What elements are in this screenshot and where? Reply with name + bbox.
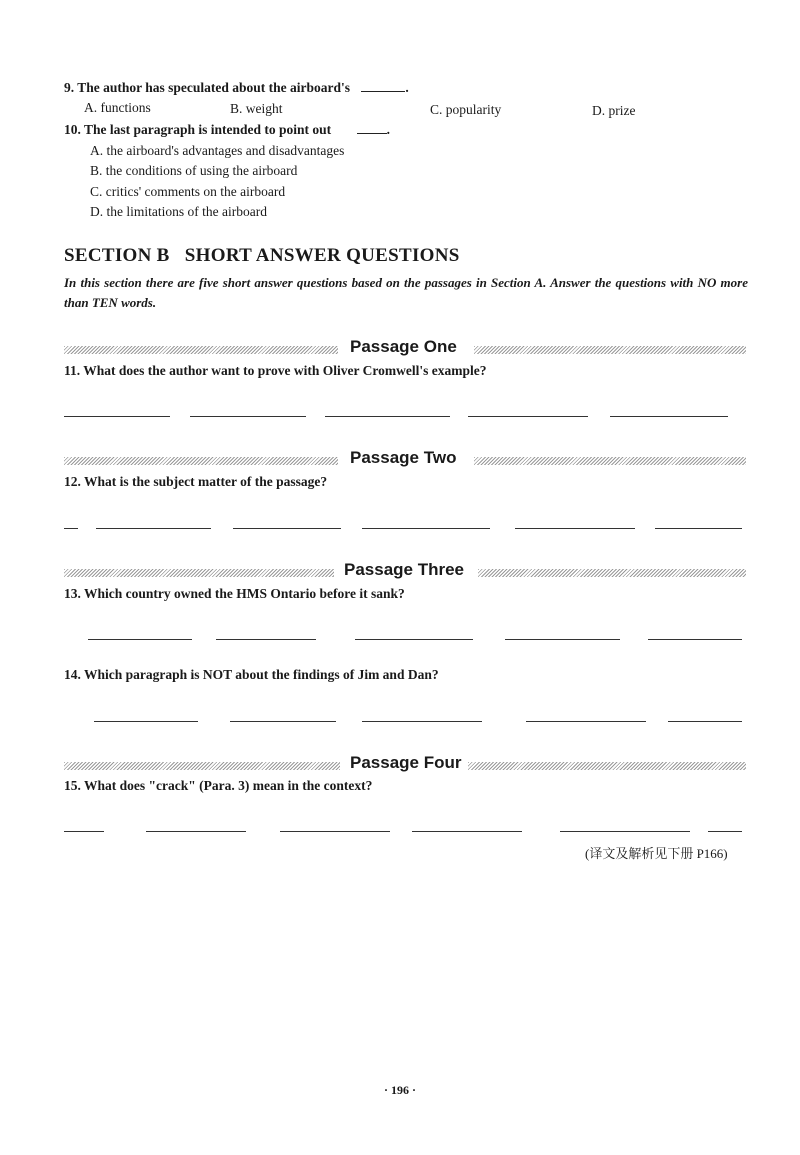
question-11: 11. What does the author want to prove with Oliver Cromwell's example? <box>64 363 487 378</box>
answer-line <box>655 528 742 529</box>
q9-option-d: D. prize <box>592 103 636 118</box>
hatch-divider <box>64 762 340 770</box>
section-b-title: SECTION B SHORT ANSWER QUESTIONS <box>64 245 460 266</box>
answer-line <box>468 416 588 417</box>
hatch-divider <box>474 457 746 465</box>
question-13: 13. Which country owned the HMS Ontario before it sank? <box>64 586 405 601</box>
q10-option-b: B. the conditions of using the airboard <box>90 163 298 178</box>
answer-line <box>668 721 742 722</box>
answer-line <box>355 639 473 640</box>
answer-line <box>362 528 490 529</box>
q10-option-c: C. critics' comments on the airboard <box>90 184 286 199</box>
q9-option-b: B. weight <box>230 101 283 116</box>
passage-title: Passage Three <box>344 560 465 579</box>
q10-option-d: D. the limitations of the airboard <box>90 204 267 219</box>
answer-line <box>146 831 246 832</box>
question-9-text: 9. The author has speculated about the airboard's <box>64 80 351 95</box>
answer-line <box>190 416 306 417</box>
answer-line <box>64 528 78 529</box>
answer-blank <box>361 91 405 92</box>
passage-four-header <box>64 753 746 777</box>
question-9: 9. The author has speculated about the airboard's . <box>64 80 409 95</box>
answer-line <box>526 721 646 722</box>
answer-line <box>648 639 742 640</box>
passage-one-header <box>64 337 746 361</box>
answer-line <box>362 721 482 722</box>
answer-line <box>280 831 390 832</box>
passage-two-header <box>64 448 746 472</box>
passage-three-header <box>64 560 746 584</box>
hatch-divider <box>64 457 338 465</box>
question-15: 15. What does "crack" (Para. 3) mean in the context? <box>64 778 373 793</box>
hatch-divider <box>64 569 334 577</box>
answer-line <box>325 416 450 417</box>
answer-reference-note: (译文及解析见下册 P166) <box>585 846 728 861</box>
answer-line <box>94 721 198 722</box>
q9-option-a: A. functions <box>84 100 151 115</box>
answer-line <box>412 831 522 832</box>
answer-line <box>216 639 316 640</box>
answer-blank <box>357 133 387 134</box>
answer-line <box>88 639 192 640</box>
question-10-text: 10. The last paragraph is intended to point out <box>64 122 332 137</box>
hatch-divider <box>64 346 338 354</box>
q10-option-a: A. the airboard's advantages and disadvantages <box>90 143 345 158</box>
passage-title: Passage One <box>350 337 457 356</box>
q9-option-c: C. popularity <box>430 102 502 117</box>
answer-line <box>515 528 635 529</box>
passage-title: Passage Four <box>350 753 462 772</box>
answer-line <box>64 831 104 832</box>
answer-line <box>64 416 170 417</box>
hatch-divider <box>478 569 746 577</box>
answer-line <box>230 721 336 722</box>
answer-line <box>610 416 728 417</box>
section-b-instructions: In this section there are five short answer questions based on the passages in Section A. Answer the questions with NO more than TEN words. <box>64 275 748 310</box>
answer-line <box>560 831 690 832</box>
page-number: · 196 · <box>384 1083 417 1097</box>
question-14: 14. Which paragraph is NOT about the findings of Jim and Dan? <box>64 667 439 682</box>
answer-line <box>505 639 620 640</box>
answer-line <box>233 528 341 529</box>
answer-line <box>708 831 742 832</box>
hatch-divider <box>468 762 746 770</box>
question-12: 12. What is the subject matter of the passage? <box>64 474 328 489</box>
hatch-divider <box>474 346 746 354</box>
question-10: 10. The last paragraph is intended to point out . <box>64 122 390 137</box>
answer-line <box>96 528 211 529</box>
passage-title: Passage Two <box>350 448 457 467</box>
